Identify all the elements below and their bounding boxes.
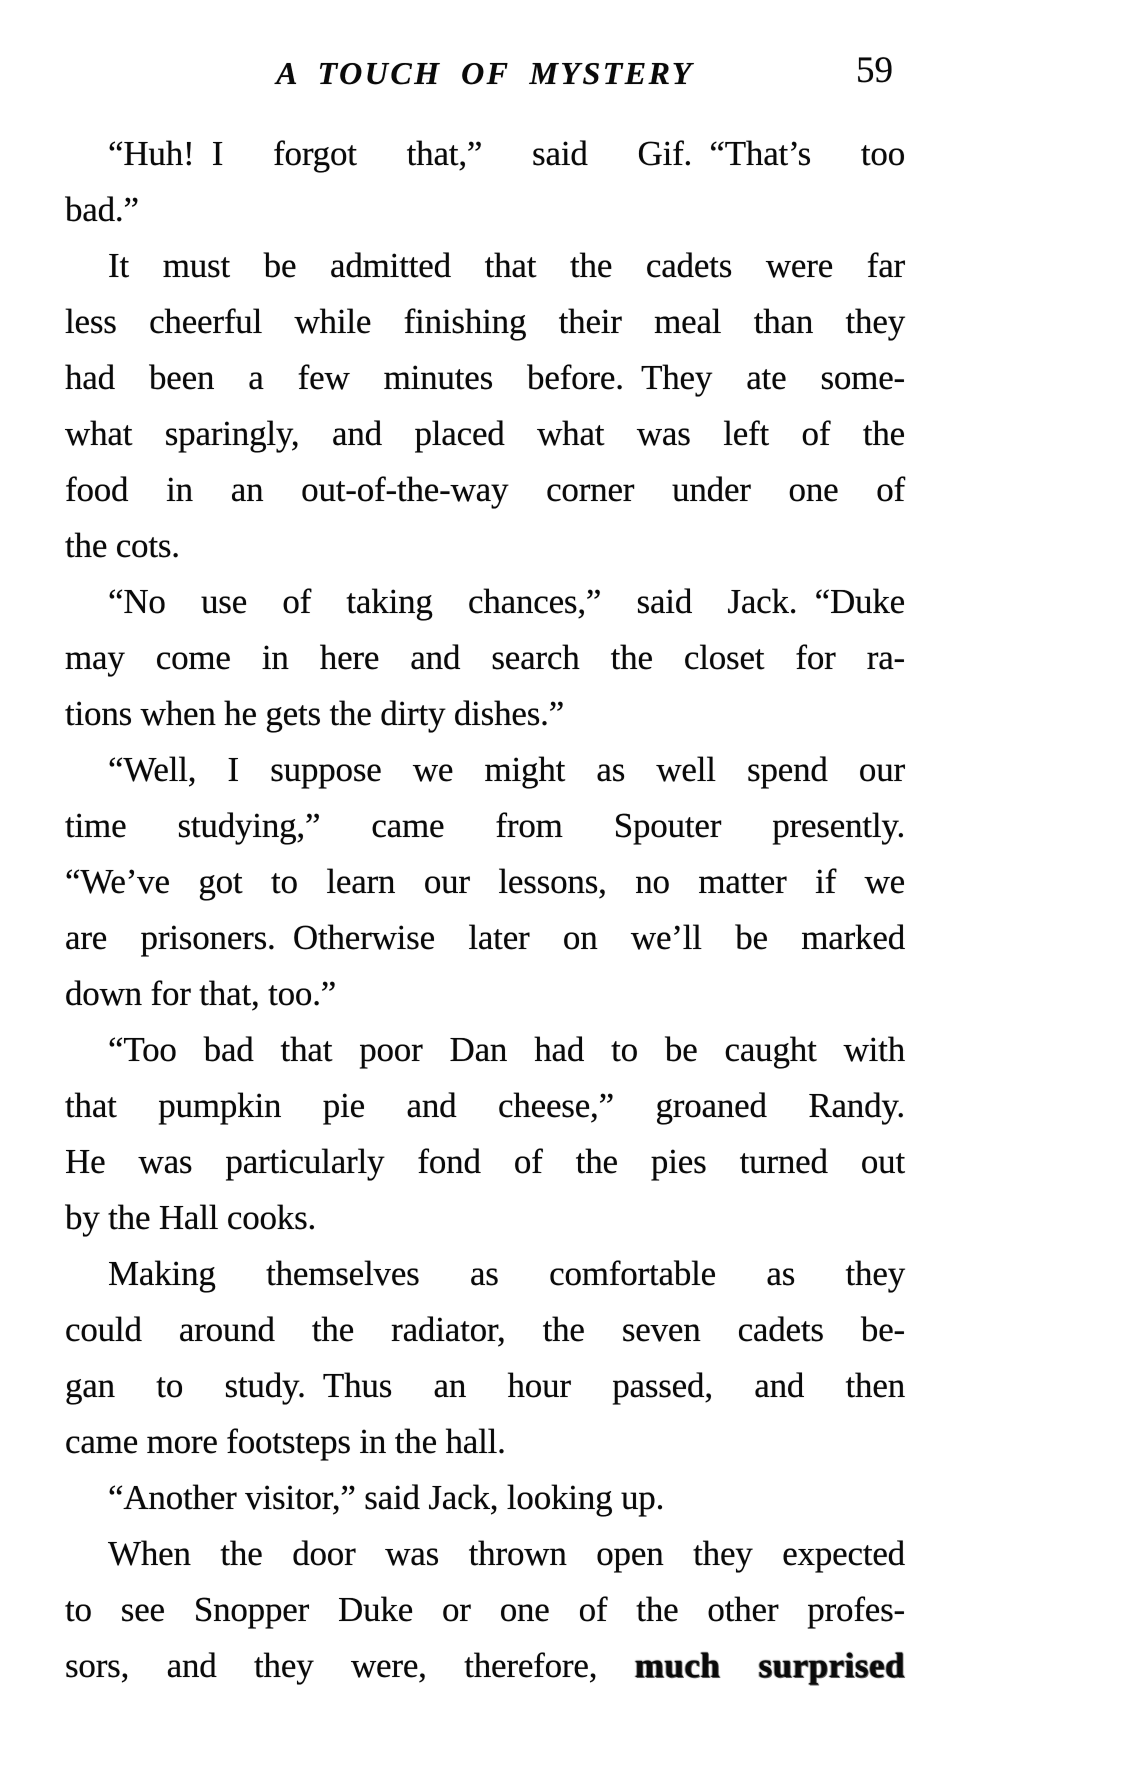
text-line: tions when he gets the dirty dishes.” [65, 694, 565, 733]
text-line: “Too bad that poor Dan had to be caught with [108, 1030, 905, 1069]
text-line: “Huh! I forgot that,” said Gif. “That’s too [108, 134, 905, 173]
smudged-text: much surprised [634, 1646, 905, 1685]
text-line: came more footsteps in the hall. [65, 1422, 506, 1461]
page-number: 59 [856, 50, 893, 91]
text-line: food in an out-of-the-way corner under one of [65, 470, 905, 509]
text-line: what sparingly, and placed what was left of the [65, 414, 905, 453]
text-line: bad.” [65, 190, 139, 229]
text-line: Making themselves as comfortable as they [108, 1254, 905, 1293]
text-block [65, 126, 905, 1694]
text-line: that pumpkin pie and cheese,” groaned Randy. [65, 1086, 905, 1125]
text-line: time studying,” came from Spouter presently. [65, 806, 905, 845]
text-line: When the door was thrown open they expected [108, 1534, 905, 1573]
paragraph [65, 1526, 905, 1694]
text-segment: sors, and they were, therefore, [65, 1646, 635, 1685]
text-line: “We’ve got to learn our lessons, no matter if we [65, 862, 905, 901]
page-header [65, 52, 905, 94]
paragraph [65, 1246, 905, 1470]
paragraph [65, 574, 905, 742]
running-title: A TOUCH OF MYSTERY [276, 55, 694, 91]
text-line: by the Hall cooks. [65, 1198, 317, 1237]
text-line: “Another visitor,” said Jack, looking up. [108, 1478, 665, 1517]
text-line: less cheerful while finishing their meal than they [65, 302, 905, 341]
text-line [65, 1638, 905, 1694]
text-line: “Well, I suppose we might as well spend our [108, 750, 905, 789]
text-line: may come in here and search the closet for ra- [65, 638, 905, 677]
text-line: gan to study. Thus an hour passed, and then [65, 1366, 905, 1405]
text-line: had been a few minutes before. They ate some- [65, 358, 905, 397]
text-line: down for that, too.” [65, 974, 337, 1013]
paragraph [65, 1470, 905, 1526]
text-line: It must be admitted that the cadets were far [108, 246, 905, 285]
paragraph [65, 238, 905, 574]
text-line: “No use of taking chances,” said Jack. “Duke [108, 582, 905, 621]
text-line: to see Snopper Duke or one of the other profes- [65, 1590, 905, 1629]
text-line: are prisoners. Otherwise later on we’ll be marked [65, 918, 905, 957]
paragraph [65, 126, 905, 238]
text-line: He was particularly fond of the pies turned out [65, 1142, 905, 1181]
paragraph [65, 1022, 905, 1246]
paragraph [65, 742, 905, 1022]
text-line: could around the radiator, the seven cadets be- [65, 1310, 905, 1349]
text-line: the cots. [65, 526, 180, 565]
